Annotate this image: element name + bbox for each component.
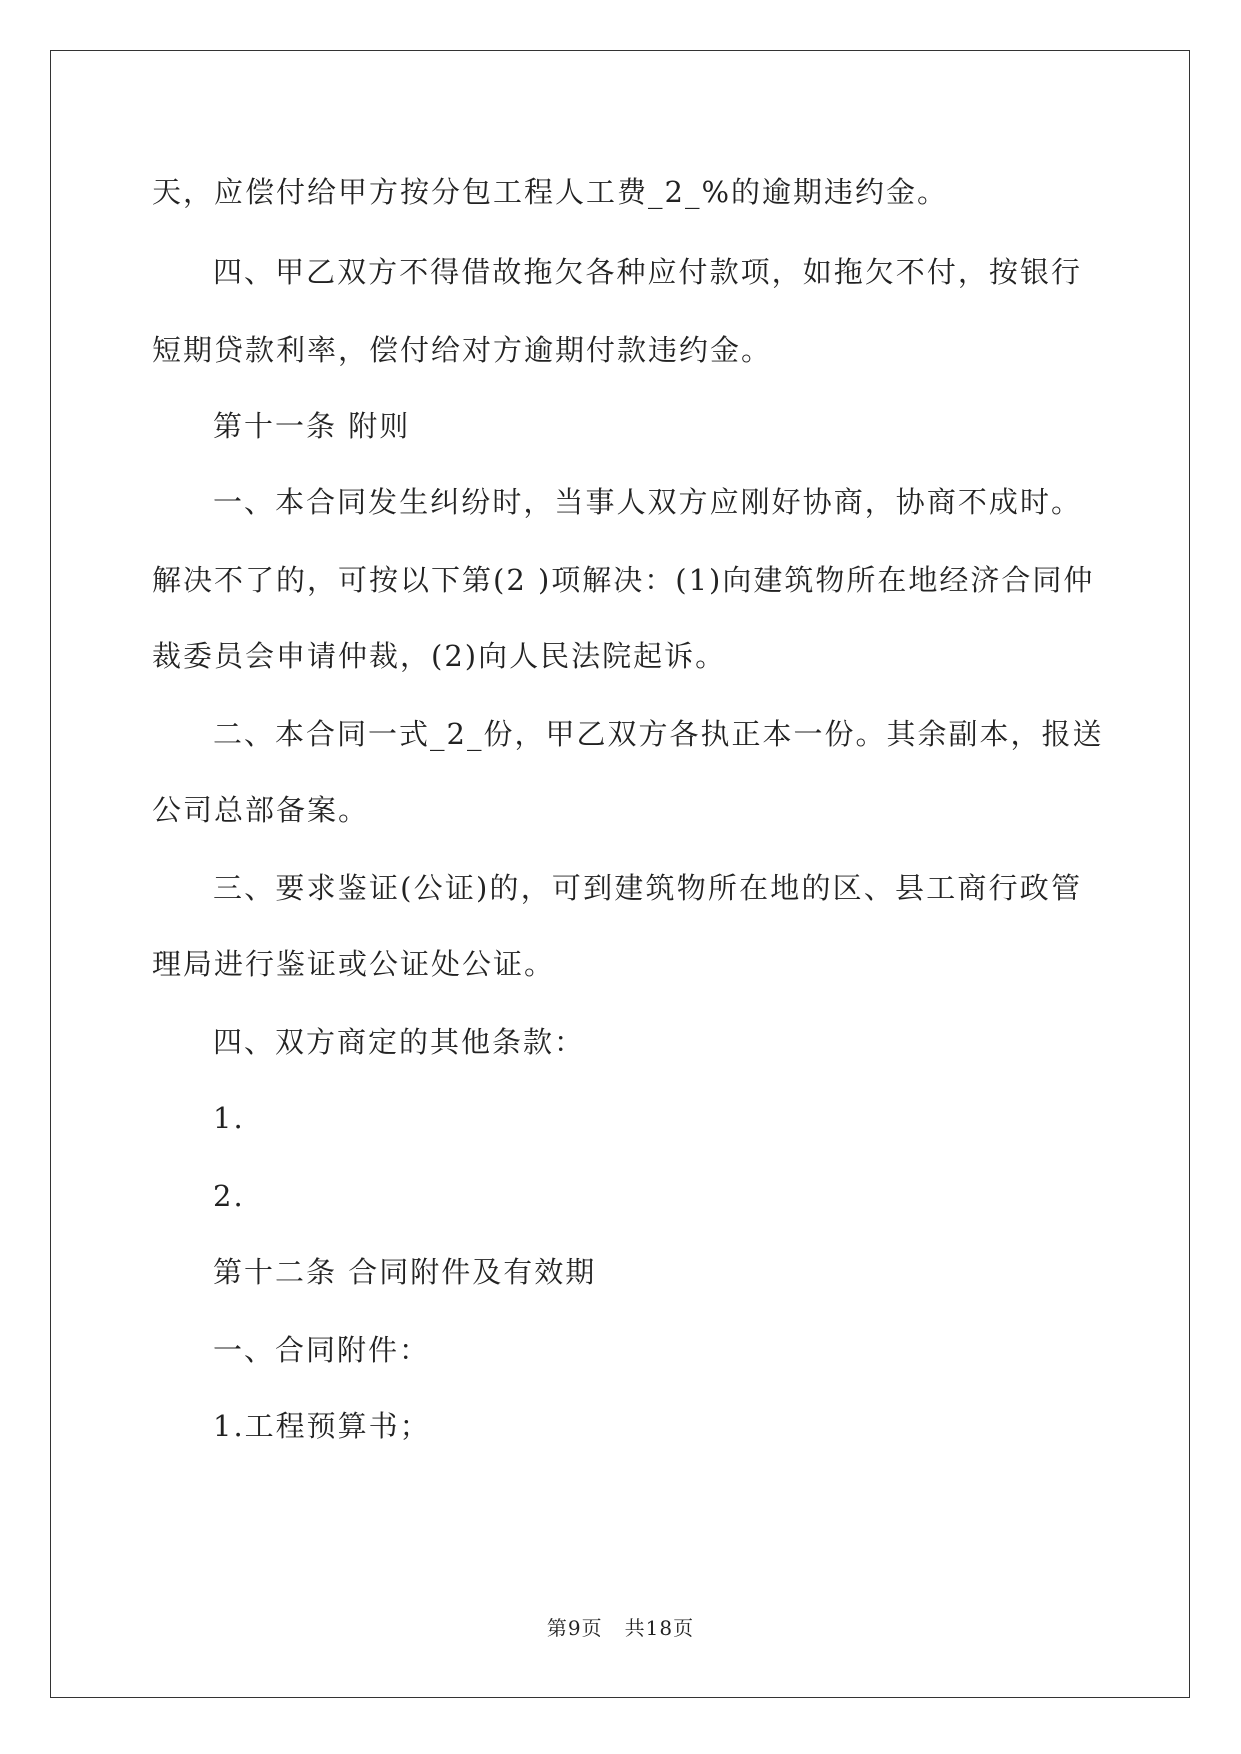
list-item: 2.	[213, 1179, 245, 1213]
text-line: 天，应偿付给甲方按分包工程人工费_2_%的逾期违约金。	[152, 175, 949, 209]
text-line: 四、双方商定的其他条款：	[213, 1025, 586, 1059]
section-heading: 第十二条 合同附件及有效期	[213, 1255, 597, 1289]
section-heading: 第十一条 附则	[213, 409, 411, 443]
list-item: 1.	[213, 1101, 245, 1135]
text-line: 四、甲乙双方不得借故拖欠各种应付款项，如拖欠不付，按银行	[213, 255, 1082, 289]
text-line: 公司总部备案。	[152, 793, 370, 827]
text-line: 二、本合同一式_2_份，甲乙双方各执正本一份。其余副本，报送	[213, 717, 1104, 751]
text-line: 短期贷款利率，偿付给对方逾期付款违约金。	[152, 333, 773, 367]
text-line: 解决不了的，可按以下第(2 )项解决：(1)向建筑物所在地经济合同仲	[152, 563, 1095, 597]
list-item: 1.工程预算书；	[213, 1409, 431, 1443]
text-line: 一、本合同发生纠纷时，当事人双方应刚好协商，协商不成时。	[213, 485, 1082, 519]
text-line: 理局进行鉴证或公证处公证。	[152, 947, 556, 981]
text-line: 裁委员会申请仲裁，(2)向人民法院起诉。	[152, 639, 727, 673]
page-number-current: 第9页	[546, 1616, 603, 1640]
page-footer	[0, 1614, 1241, 1642]
page-number-total: 共18页	[624, 1616, 695, 1640]
text-line: 三、要求鉴证(公证)的，可到建筑物所在地的区、县工商行政管	[213, 871, 1082, 905]
text-line: 一、合同附件：	[213, 1333, 431, 1367]
